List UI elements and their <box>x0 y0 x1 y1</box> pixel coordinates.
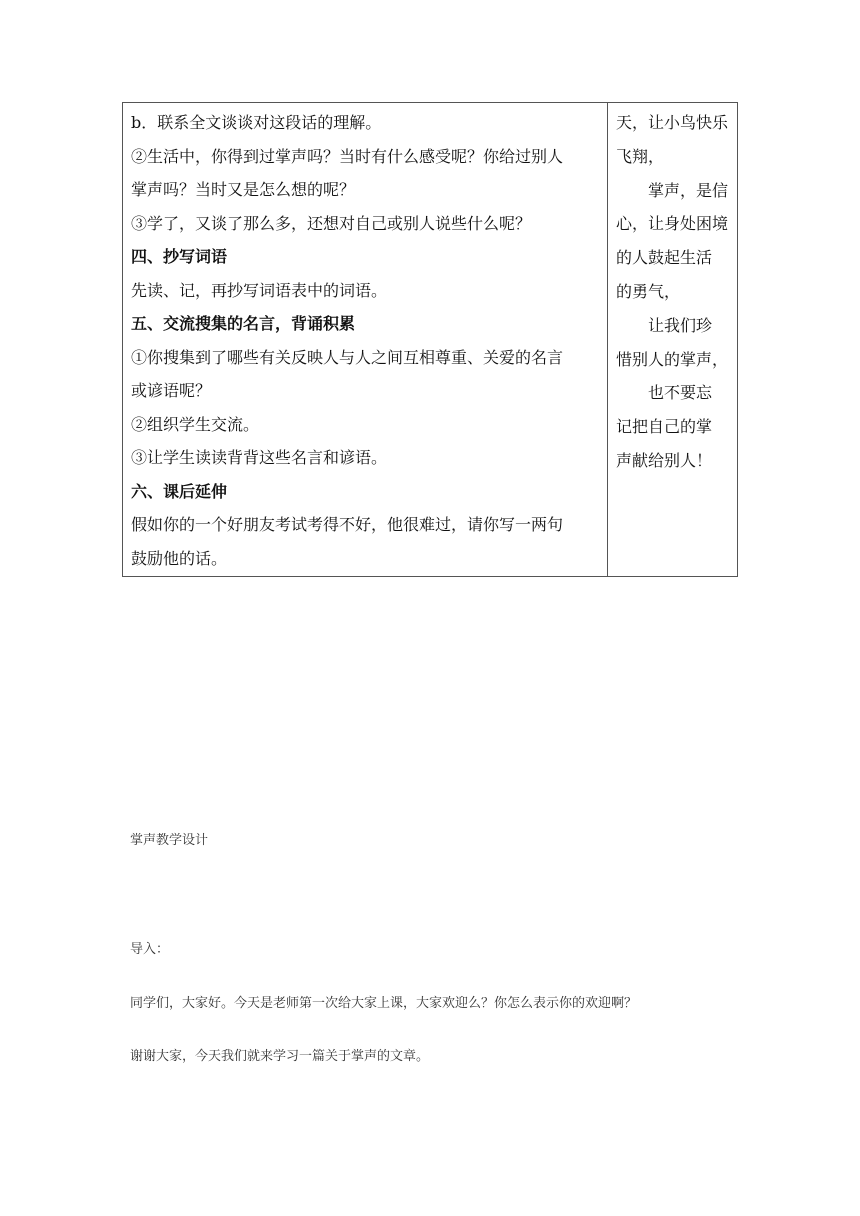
intro-label: 导入： <box>130 942 170 957</box>
table-left-line: ①你搜集到了哪些有关反映人与人之间互相尊重、关爱的名言 <box>131 347 564 367</box>
table-left-line: 掌声吗？当时又是怎么想的呢？ <box>131 180 356 199</box>
intro-paragraph-2: 谢谢大家，今天我们就来学习一篇关于掌声的文章。 <box>130 1049 430 1064</box>
table-left-line: ②生活中，你得到过掌声吗？当时有什么感受呢？你给过别人 <box>131 146 564 166</box>
table-left-line: 假如你的一个好朋友考试考得不好，他很难过，请你写一两句 <box>131 515 564 534</box>
table-left-line: 先读、记，再抄写词语表中的词语。 <box>131 280 388 300</box>
table-left-line: ②组织学生交流。 <box>131 414 260 434</box>
table-right-column <box>608 103 737 576</box>
table-left-line: 五、交流搜集的名言，背诵积累 <box>131 314 356 333</box>
table-right-line: 的人鼓起生活 <box>616 248 713 268</box>
table-left-line: b．联系全文谈谈对这段话的理解。 <box>131 113 382 132</box>
table-left-column <box>123 103 607 576</box>
table-left-line: ③让学生读读背背这些名言和谚语。 <box>131 448 388 467</box>
table-right-line: 天，让小鸟快乐 <box>616 113 729 132</box>
lesson-table <box>122 102 738 577</box>
table-right-line: 掌声，是信 <box>648 180 729 200</box>
table-left-line: ③学了，又谈了那么多，还想对自己或别人说些什么呢？ <box>131 213 532 233</box>
document-title: 掌声教学设计 <box>130 833 209 848</box>
table-right-line: 的勇气， <box>616 282 681 301</box>
table-right-line: 飞翔， <box>616 146 665 166</box>
table-right-line: 让我们珍 <box>648 315 713 335</box>
table-left-line: 六、课后延伸 <box>131 481 228 501</box>
table-left-line: 鼓励他的话。 <box>131 548 228 568</box>
table-right-line: 心，让身处困境 <box>616 214 729 234</box>
table-right-line: 也不要忘 <box>648 383 713 403</box>
table-left-line: 四、抄写词语 <box>131 247 228 266</box>
table-left-line: 或谚语呢？ <box>131 381 212 400</box>
intro-paragraph-1: 同学们，大家好。今天是老师第一次给大家上课，大家欢迎么？你怎么表示你的欢迎啊？ <box>130 996 638 1011</box>
table-right-line: 记把自己的掌 <box>616 417 713 437</box>
table-right-line: 声献给别人！ <box>616 451 713 470</box>
table-right-line: 惜别人的掌声， <box>616 349 729 369</box>
